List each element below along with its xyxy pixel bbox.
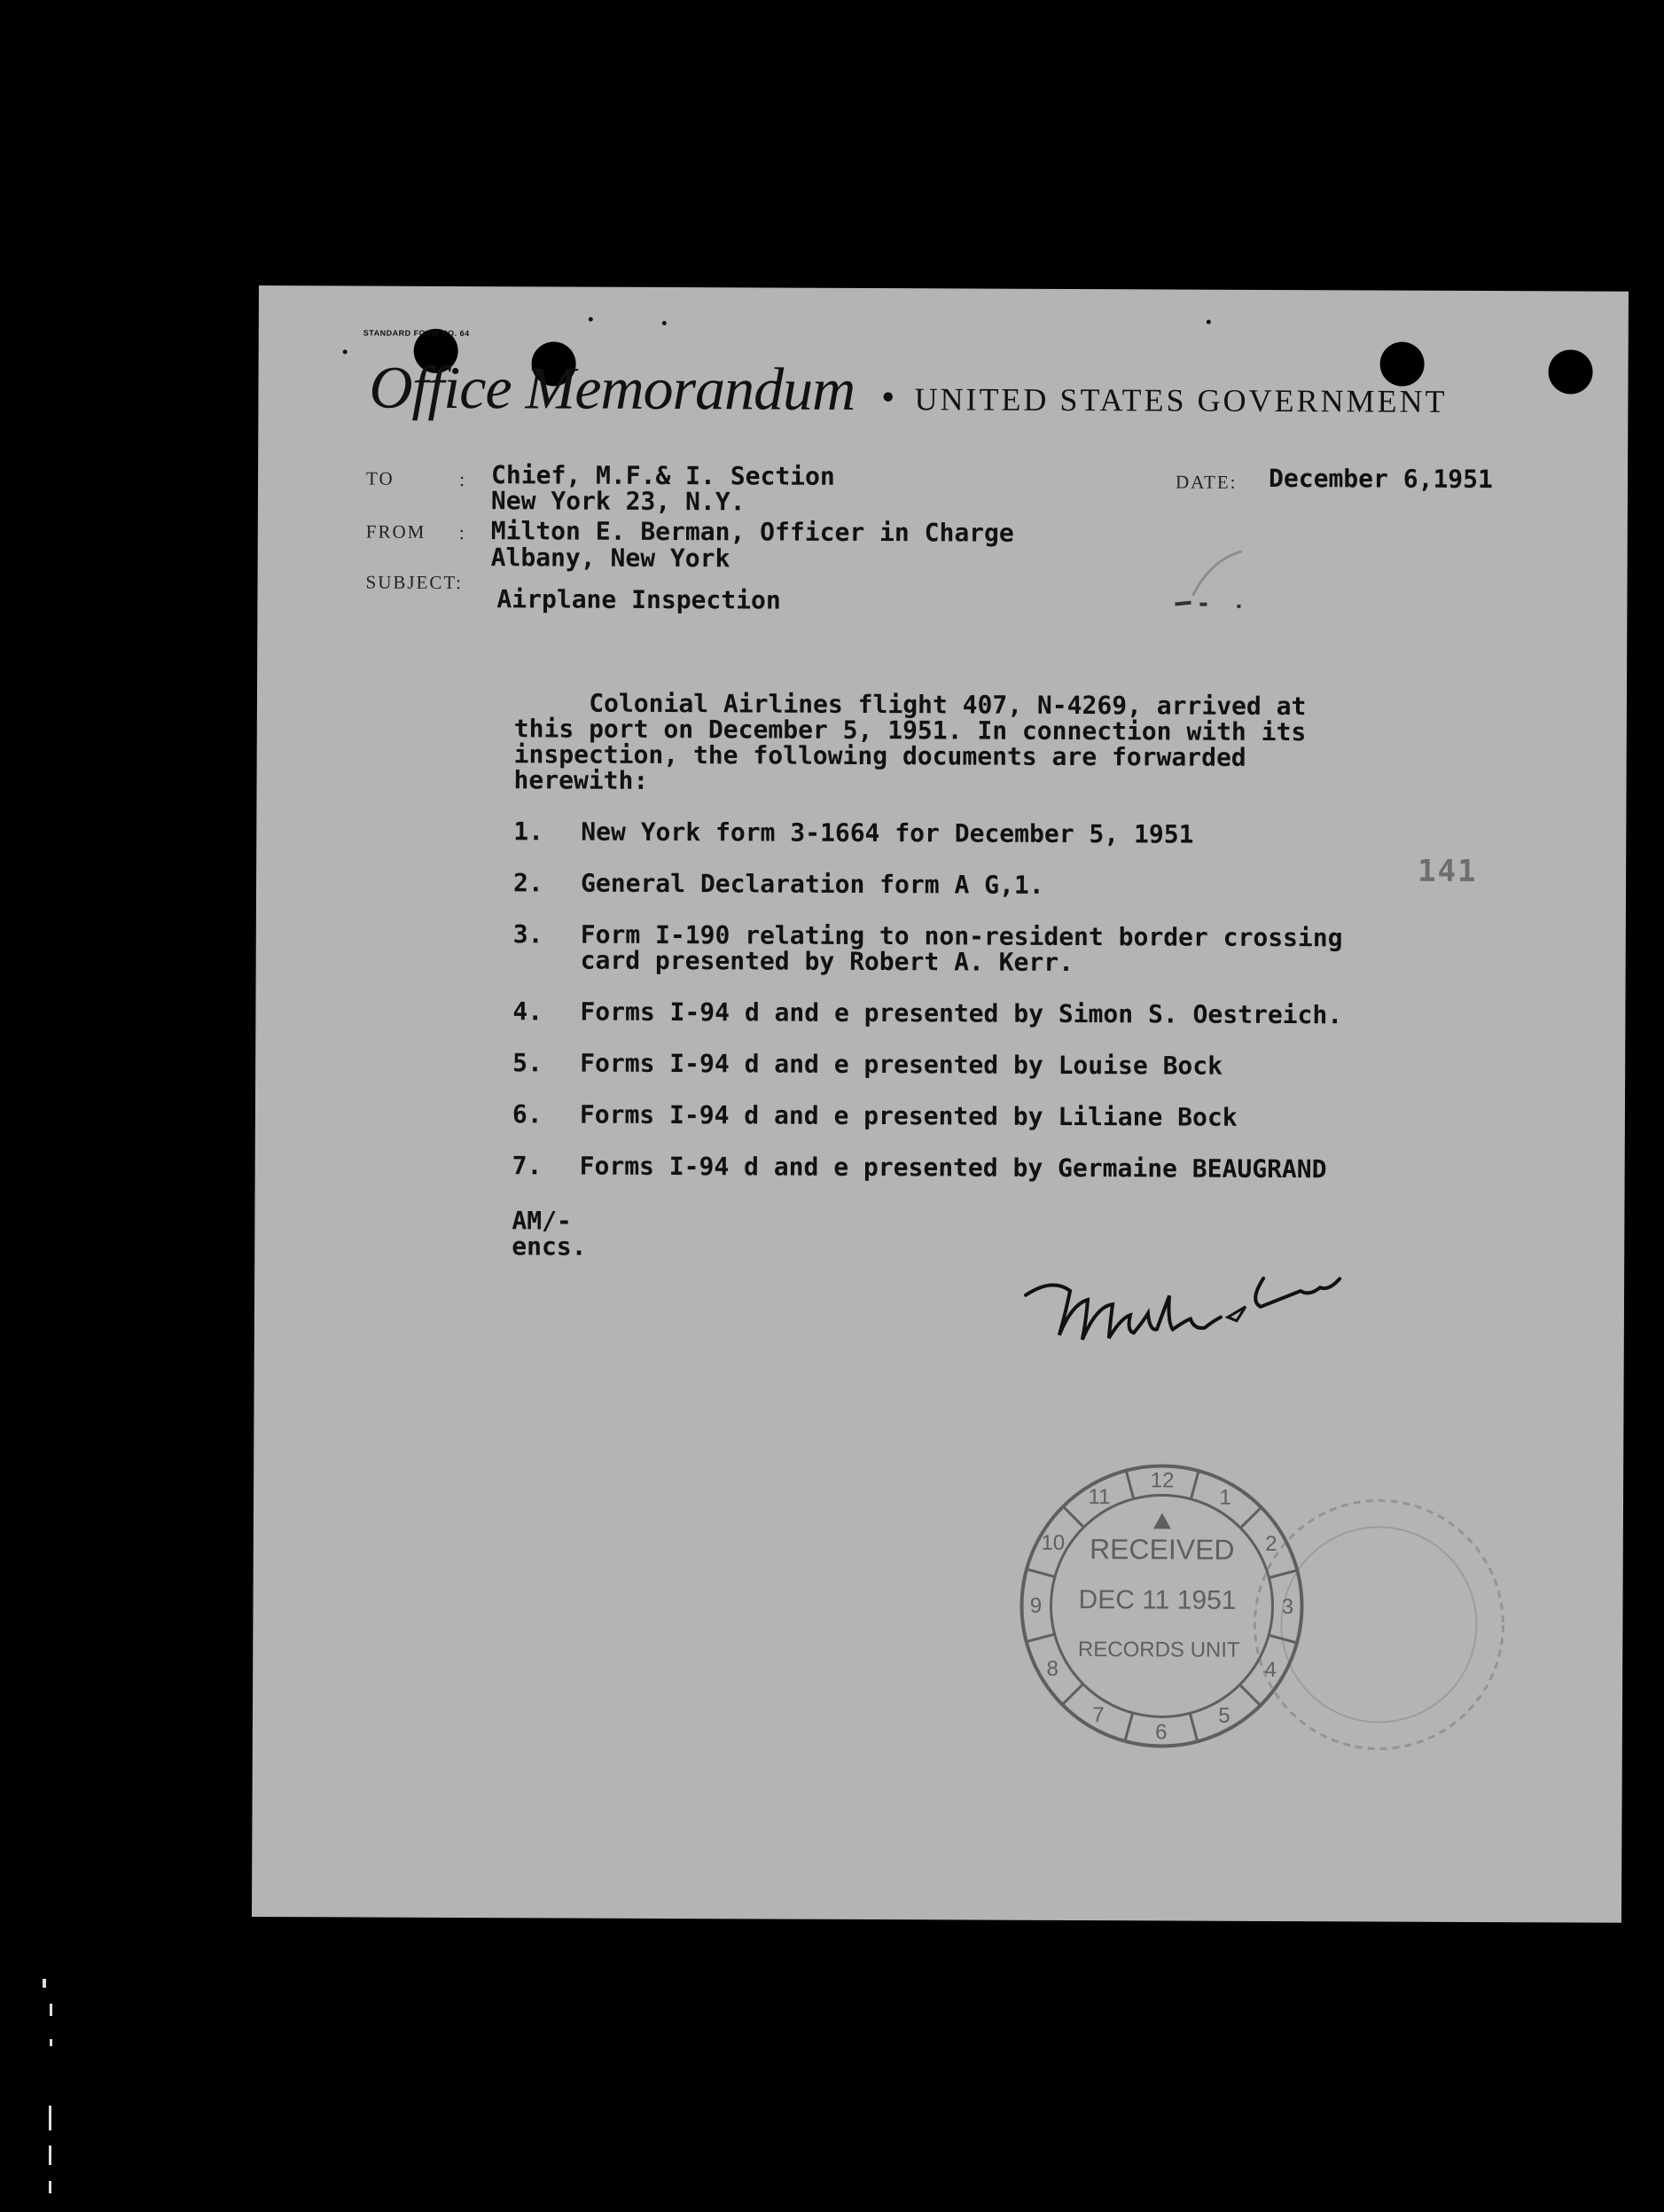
dial-number: 5 (1218, 1703, 1230, 1728)
dial-tick (1240, 1507, 1261, 1528)
subject-value: Airplane Inspection (496, 584, 781, 615)
item-text: Forms I-94 d and e presented by Liliane Bock (579, 1099, 1238, 1132)
list-item (512, 1101, 1443, 1131)
list-item (513, 818, 1444, 848)
subject-label: SUBJECT: (365, 571, 464, 594)
body-line-1: Colonial Airlines flight 407, N-4269, arrived at (513, 688, 1307, 722)
signature (1017, 1251, 1355, 1368)
memo-sheet (252, 285, 1629, 1923)
from-colon: : (458, 520, 465, 544)
dial-tick (1027, 1634, 1055, 1642)
film-edge-mark (49, 2106, 51, 2130)
received-stamp (1015, 1459, 1309, 1753)
body-line-2: this port on December 5, 1951. In connection with its (513, 714, 1307, 747)
item-number: 5. (512, 1048, 543, 1078)
dial-tick (1062, 1684, 1082, 1704)
dial-number: 10 (1041, 1530, 1066, 1555)
dial-tick (1191, 1471, 1199, 1499)
dial-tick (1269, 1570, 1297, 1578)
date-label: DATE: (1175, 471, 1238, 493)
list-item (512, 1153, 1443, 1183)
item-text: Forms I-94 d and e presented by Louise Bock (580, 1048, 1223, 1081)
from-line-1: Milton E. Berman, Officer in Charge (490, 516, 1014, 548)
from-line-2: Albany, New York (490, 543, 730, 574)
page-number: 141 (1418, 853, 1478, 890)
body-line-4: herewith: (513, 765, 649, 795)
dial-number: 9 (1029, 1593, 1043, 1618)
dial-tick (1063, 1506, 1083, 1527)
reference-initials: AM/- (512, 1206, 572, 1236)
dial-tick (1239, 1684, 1260, 1705)
film-edge-mark (49, 2146, 51, 2165)
dial-number: 11 (1088, 1485, 1111, 1510)
dial-tick (1125, 1713, 1133, 1741)
pencil-smudge (1175, 543, 1272, 614)
item-text: General Declaration form A G,1. (580, 868, 1044, 900)
form-number: STANDARD FORM NO. 64 (363, 328, 470, 339)
speck (662, 321, 667, 325)
item-number: 6. (512, 1099, 543, 1129)
masthead (369, 353, 1447, 427)
to-label: TO (365, 467, 395, 489)
memo-title: Office Memorandum (369, 353, 855, 423)
speck (343, 349, 348, 354)
item-number: 2. (512, 868, 543, 898)
item-text (580, 919, 1343, 978)
dial-number: 8 (1046, 1656, 1059, 1681)
stamp-unit: RECORDS UNIT (1077, 1638, 1240, 1662)
item-number: 7. (512, 1151, 543, 1181)
film-edge-mark (50, 2004, 52, 2016)
list-item (513, 870, 1444, 900)
dial-number: 1 (1219, 1485, 1231, 1510)
film-edge-mark (49, 2181, 51, 2193)
dial-tick (1269, 1635, 1297, 1643)
to-colon: : (458, 467, 465, 491)
dial-number: 7 (1092, 1703, 1105, 1728)
dial-number: 4 (1264, 1657, 1277, 1683)
item-text: Forms I-94 d and e presented by Germaine BEAUGRAND (579, 1151, 1327, 1184)
list-item (512, 1050, 1443, 1080)
stamp-date: DEC 11 1951 (1078, 1585, 1237, 1615)
item-text-line-1: Form I-190 relating to non-resident border crossing (580, 919, 1343, 953)
dial-number: 3 (1281, 1595, 1294, 1620)
item-number: 4. (512, 997, 543, 1027)
film-edge-mark (43, 1979, 46, 1988)
item-text-line-2: card presented by Robert A. Kerr. (580, 945, 1074, 978)
item-text: Forms I-94 d and e presented by Simon S. Oestreich. (580, 997, 1343, 1030)
body-line-3: inspection, the following documents are forwarded (513, 739, 1246, 772)
stamp-title: RECEIVED (1089, 1533, 1235, 1566)
item-number: 3. (512, 919, 543, 950)
dial-tick (1190, 1713, 1198, 1741)
dial-number: 2 (1265, 1531, 1277, 1557)
list-item (513, 921, 1444, 977)
enclosures-note: encs. (512, 1231, 587, 1262)
from-label: FROM (365, 520, 426, 543)
speck (1207, 320, 1211, 324)
date-value: December 6,1951 (1268, 463, 1494, 495)
dial-number: 6 (1155, 1720, 1168, 1745)
memo-body (512, 690, 1445, 1263)
item-number: 1. (513, 817, 544, 847)
to-line-2: New York 23, N.Y. (490, 486, 746, 517)
organization-name: UNITED STATES GOVERNMENT (914, 381, 1448, 419)
dial-tick (1027, 1569, 1055, 1577)
speck (589, 317, 593, 322)
item-text: New York form 3-1664 for December 5, 1951 (581, 817, 1194, 849)
masthead-bullet: • (881, 375, 895, 419)
to-line-1: Chief, M.F.& I. Section (490, 460, 835, 491)
arrow-icon (1153, 1512, 1171, 1528)
list-item (512, 998, 1443, 1028)
film-edge-mark (50, 2039, 52, 2046)
punch-hole-4 (1548, 349, 1592, 394)
dial-tick (1126, 1471, 1134, 1499)
dial-number: 12 (1150, 1468, 1175, 1493)
